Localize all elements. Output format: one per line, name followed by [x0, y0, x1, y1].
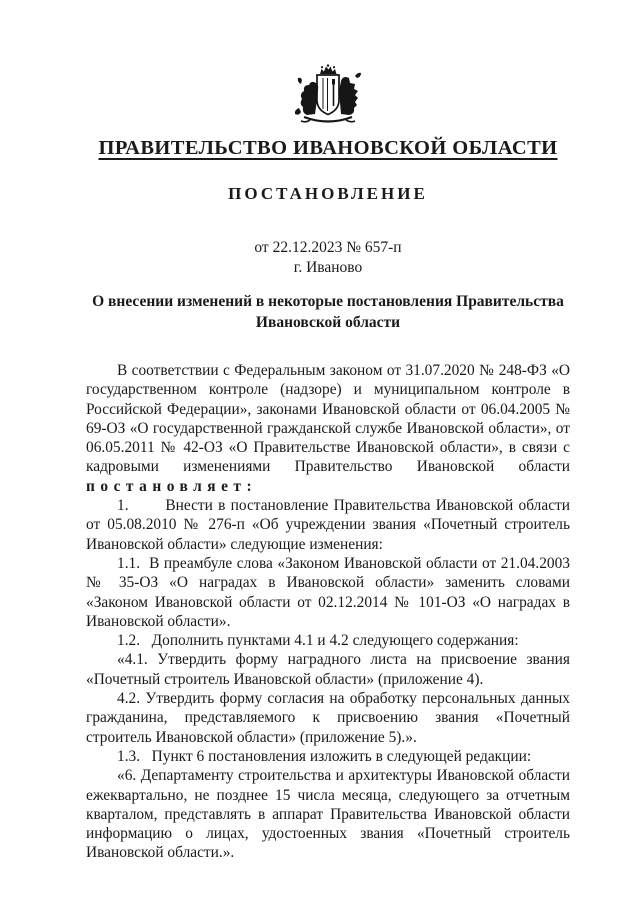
document-title: О внесении изменений в некоторые постановления Правительства Ивановской области [92, 293, 564, 331]
paragraph-quoted-6: «6. Департаменту строительства и архитектуры Ивановской области ежеквартально, не позднее 15 числа месяца, следующего за отчетным кварталом, представлять в аппарат Правительства Ивановской области информацию о лицах, удостоенных звания «Почетный строитель Ивановской области.». [86, 767, 570, 862]
org-name-heading: ПРАВИТЕЛЬСТВО ИВАНОВСКОЙ ОБЛАСТИ [98, 137, 558, 159]
coat-of-arms-icon [289, 64, 367, 124]
resolution-keyword: постановляет: [86, 477, 258, 495]
document-body [86, 361, 570, 863]
shield [317, 75, 339, 115]
paragraph-quoted-4-1: «4.1. Утвердить форму наградного листа на присвоение звания «Почетный строитель Ивановской области» (приложение 4). [86, 651, 570, 688]
paragraph-item-1-3: 1.3. Пункт 6 постановления изложить в следующей редакции: [117, 747, 532, 765]
paragraph-quoted-4-2: 4.2. Утвердить форму согласия на обработку персональных данных гражданина, представляемого к присвоению звания «Почетный строитель Ивановской области» (приложение 5).». [86, 690, 570, 746]
ribbon [301, 117, 355, 122]
eagle-supporter [339, 73, 361, 115]
paragraph-item-1-1: 1.1. В преамбуле слова «Законом Ивановской области от 21.04.2003 № 35-ОЗ «О наградах в Ивановской области» заменить словами «Законом Ивановской области от 02.12.2014 № 101-ОЗ «О наградах в Ивановской области». [86, 554, 570, 630]
doc-type-heading: ПОСТАНОВЛЕНИЕ [228, 184, 428, 203]
paragraph-item-1-2: 1.2. Дополнить пунктами 4.1 и 4.2 следующего содержания: [117, 632, 519, 650]
emblem-container [86, 0, 570, 124]
date-number-line: от 22.12.2023 № 657-п [254, 239, 402, 256]
paragraph-item-1: 1. Внести в постановление Правительства Ивановской области от 05.08.2010 № 276-п «Об учреждении звания «Почетный строитель Ивановской области» следующие изменения: [86, 497, 570, 553]
crown [320, 64, 337, 74]
lion-supporter [295, 78, 318, 115]
place-line: г. Иваново [293, 259, 363, 276]
intro-paragraph: В соответствии с Федеральным законом от 31.07.2020 № 248-ФЗ «О государственном контроле (надзоре) и муниципальном контроле в Российской Федерации», законами Ивановской области от 06.04.2005 № 69-ОЗ «О государственной гражданской службе Ивановской области», от 06.05.2011 № 42-ОЗ «О Правительстве Ивановской области», в связи с кадровыми изменениями Правительство Ивановской области [86, 362, 570, 476]
